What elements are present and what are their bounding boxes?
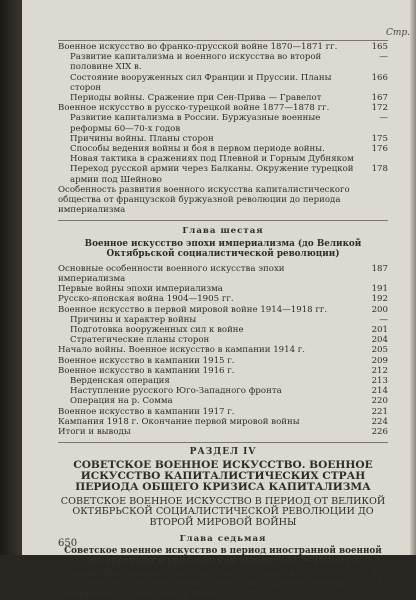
toc-block-3	[58, 569, 388, 600]
toc-entry-title: Русско-японская война 1904—1905 гг.	[58, 294, 234, 305]
toc-entry-title: Причины и характер войны	[70, 314, 197, 325]
toc-entry-page: 175	[371, 133, 388, 144]
toc-entry	[58, 134, 388, 144]
toc-entry	[58, 569, 388, 579]
chapter-7-label: Глава седьмая	[179, 533, 267, 544]
chapter-7-title: Советское военное искусство в период иностранной военной интервенции и гражданской войны (1917—1920 гг.)	[64, 545, 382, 567]
page-number: 650	[58, 538, 78, 549]
toc-entry	[58, 407, 388, 417]
page-edge	[410, 0, 416, 555]
toc-entry	[58, 73, 388, 93]
toc-entry-page: 224	[371, 416, 388, 427]
toc-entry	[58, 305, 388, 315]
toc-entry-title: Военное искусство в кампании 1915 г.	[58, 355, 235, 366]
toc-entry-page: 212	[371, 365, 388, 376]
toc-entry	[58, 427, 388, 437]
book-page	[22, 0, 416, 600]
section-4-label: РАЗДЕЛ IV	[189, 447, 257, 458]
toc-entry-title: Строительство Красной Армии в период иностранной военной интервенции и гражданской войны в СССР	[58, 579, 345, 600]
toc-entry-page: 237	[371, 568, 388, 579]
toc-entry-page: 209	[371, 355, 388, 366]
top-divider	[58, 40, 388, 41]
toc-entry-title: Стратегические планы сторон	[70, 335, 210, 346]
toc-entry-title: Причины войны. Планы сторон	[70, 133, 214, 144]
toc-entry	[58, 103, 388, 113]
toc-entry-page: 178	[371, 164, 388, 175]
toc-entry	[58, 356, 388, 366]
section-4-subtitle: СОВЕТСКОЕ ВОЕННОЕ ИСКУССТВО В ПЕРИОД ОТ ВЕЛИКОЙ ОКТЯБРЬСКОЙ СОЦИАЛИСТИЧЕСКОЙ РЕВОЛЮЦИИ ДО ВТОРОЙ МИРОВОЙ ВОЙНЫ	[60, 495, 386, 528]
toc-entry-page: 165	[371, 42, 388, 52]
toc-content	[58, 42, 388, 600]
toc-entry-title: Состояние вооруженных сил Франции и Пруссии. Планы сторон	[70, 72, 332, 93]
toc-entry	[58, 335, 388, 345]
toc-entry-page: 191	[371, 284, 388, 295]
toc-entry-page: 176	[371, 144, 388, 155]
toc-entry-title: Способы ведения войны и боя в первом периоде войны. Новая тактика в сражениях под Плевной и Горным Дубняком	[70, 144, 354, 165]
toc-entry-page: 192	[371, 294, 388, 305]
toc-entry	[58, 376, 388, 386]
toc-entry-title: Периоды войны. Сражение при Сен-Прива — Гравелот	[70, 93, 322, 104]
toc-entry	[58, 315, 388, 325]
toc-entry	[58, 579, 388, 599]
toc-entry	[58, 294, 388, 304]
toc-entry-page: 187	[371, 263, 388, 274]
toc-entry-title: Подготовка вооруженных сил к войне	[70, 325, 244, 336]
toc-entry	[58, 113, 388, 133]
toc-entry-page: 166	[371, 72, 388, 83]
toc-entry-page: 200	[371, 304, 388, 315]
toc-entry-page: 204	[371, 335, 388, 346]
toc-entry-page: 172	[371, 103, 388, 114]
toc-entry	[58, 386, 388, 396]
toc-entry-page: 167	[371, 93, 388, 104]
toc-entry-page: —	[379, 113, 388, 124]
toc-entry-page: 220	[371, 396, 388, 407]
toc-entry-title: Развитие капитализма и военного искусства во второй половине XIX в.	[70, 52, 322, 73]
toc-entry-title: Особенность развития военного искусства капиталистического общества от французской буржуазной революции до периода империализма	[58, 184, 350, 216]
toc-entry	[58, 42, 388, 52]
toc-entry	[58, 417, 388, 427]
chapter-6-label: Глава шестая	[182, 226, 264, 237]
toc-entry-page: 201	[371, 325, 388, 336]
toc-entry	[58, 52, 388, 72]
toc-block-1	[58, 42, 388, 215]
toc-entry-title: Кампания 1918 г. Окончание первой мировой войны	[58, 416, 300, 427]
toc-entry-page: 241	[371, 579, 388, 590]
section-4-title: СОВЕТСКОЕ ВОЕННОЕ ИСКУССТВО. ВОЕННОЕ ИСКУССТВО КАПИТАЛИСТИЧЕСКИХ СТРАН ПЕРИОДА ОБЩЕГО КРИЗИСА КАПИТАЛИЗМА	[73, 458, 373, 494]
toc-entry-title: Военное искусство во франко-прусской войне 1870—1871 гг.	[58, 42, 338, 52]
toc-entry	[58, 93, 388, 103]
divider-2	[58, 442, 388, 443]
toc-entry-page: 214	[371, 386, 388, 397]
toc-block-2	[58, 264, 388, 437]
toc-entry-page: 221	[371, 406, 388, 417]
toc-entry-page: 205	[371, 345, 388, 356]
toc-entry-title: Военное искусство в кампании 1916 г.	[58, 365, 235, 376]
toc-entry	[58, 264, 388, 284]
toc-entry-page: 213	[371, 376, 388, 387]
toc-entry-title: Операция на р. Сомма	[70, 396, 173, 407]
toc-entry-title: Наступление русского Юго-Западного фронта	[70, 386, 282, 397]
page-column-header: Стр.	[385, 28, 410, 38]
toc-entry-title: Верденская операция	[70, 376, 170, 387]
toc-entry-page: —	[379, 52, 388, 63]
toc-entry-page: —	[379, 314, 388, 325]
toc-entry-title: Военное искусство в первой мировой войне 1914—1918 гг.	[58, 304, 328, 315]
toc-entry	[58, 164, 388, 184]
toc-entry	[58, 345, 388, 355]
toc-entry-title: Военное искусство в русско-турецкой войне 1877—1878 гг.	[58, 103, 330, 114]
toc-entry-title: Итоги и выводы	[58, 427, 131, 438]
toc-entry	[58, 396, 388, 406]
toc-entry-title: Развитие капитализма в России. Буржуазные военные реформы 60—70-х годов	[70, 113, 321, 134]
toc-entry-title: Первые войны эпохи империализма	[58, 284, 223, 295]
toc-entry-page: 226	[371, 427, 388, 438]
toc-entry	[58, 185, 388, 216]
toc-entry-title: Создание Вооруженных Сил Советского государства	[58, 568, 300, 579]
toc-entry	[58, 144, 388, 164]
toc-entry-title: Начало войны. Военное искусство в кампании 1914 г.	[58, 345, 306, 356]
toc-entry-title: Военное искусство в кампании 1917 г.	[58, 406, 235, 417]
toc-entry	[58, 366, 388, 376]
divider-1	[58, 220, 388, 221]
toc-entry	[58, 284, 388, 294]
toc-entry-title: Основные особенности военного искусства эпохи империализма	[58, 263, 285, 285]
toc-entry-title: Переход русской армии через Балканы. Окружение турецкой армии под Шейново	[70, 164, 354, 185]
chapter-6-title: Военное искусство эпохи империализма (до Великой Октябрьской социалистической революции)	[84, 238, 362, 260]
book-spine-shadow	[0, 0, 22, 555]
toc-entry	[58, 325, 388, 335]
